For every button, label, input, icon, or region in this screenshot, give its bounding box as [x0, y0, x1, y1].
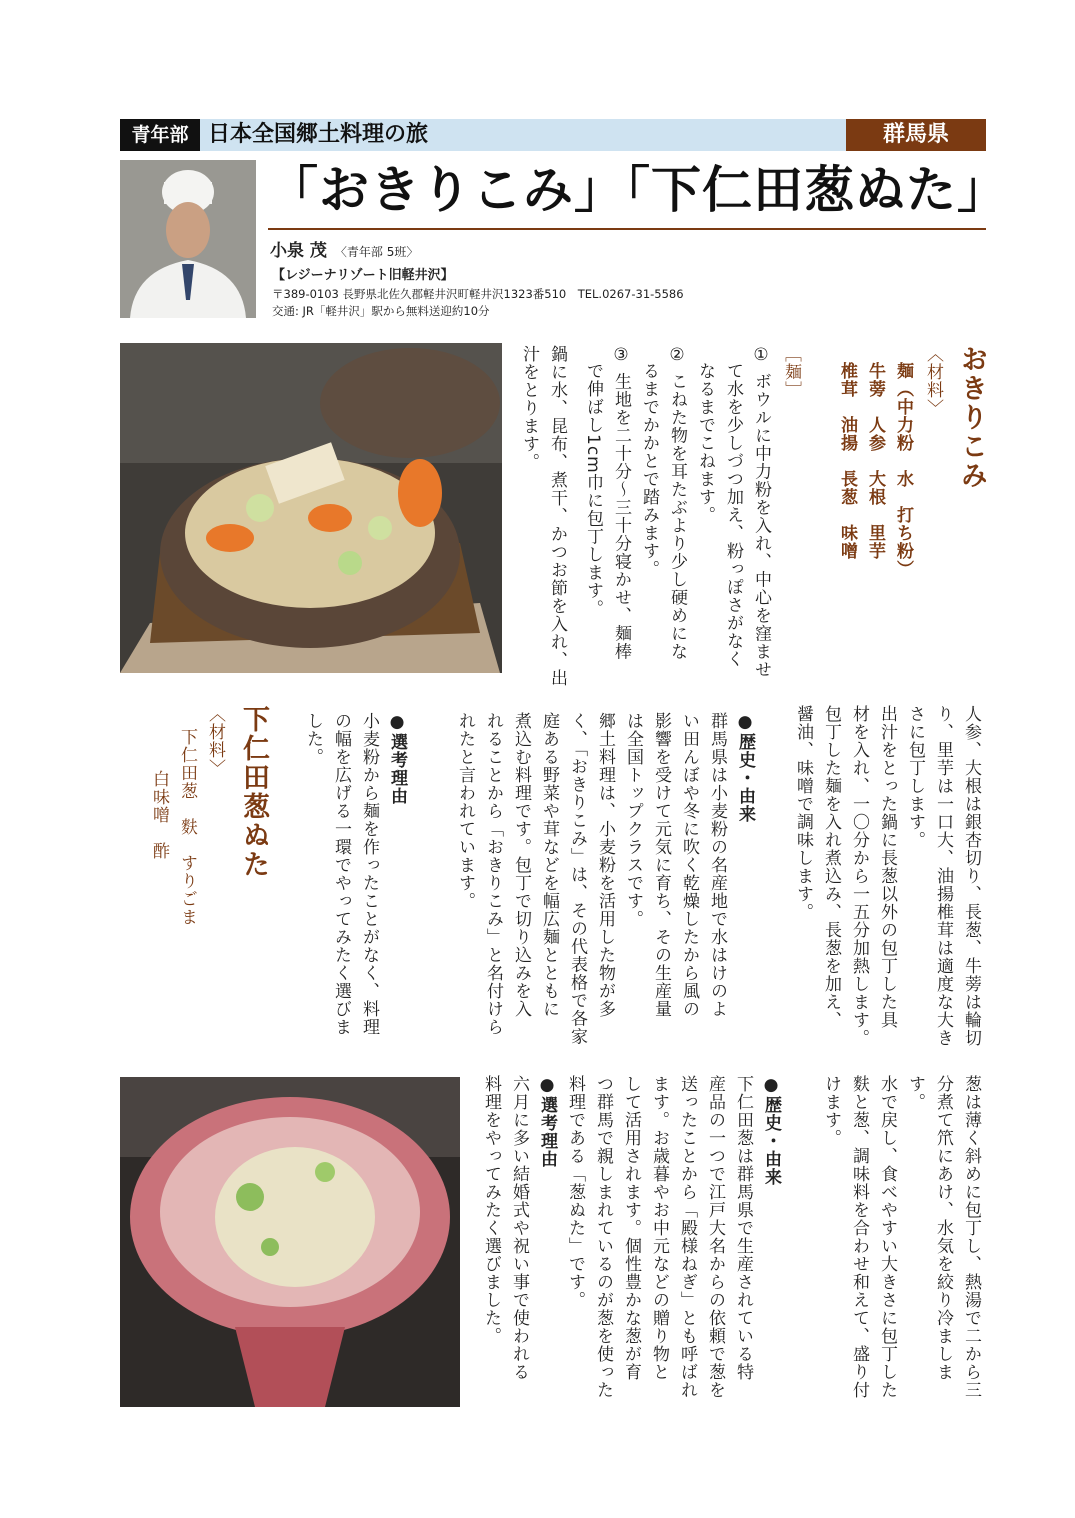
okirikomi-step-line-9: 汁をとります。 [519, 345, 539, 471]
okirikomi-cont-3: さに包丁します。 [905, 705, 925, 849]
okirikomi-cont-6: 包丁した麺を入れ煮込み、長葱を加え、 [821, 705, 841, 1029]
chef-portrait [120, 160, 256, 318]
okirikomi-photo [120, 343, 502, 673]
prefecture-badge: 群馬県 [846, 119, 986, 151]
page-title: 「おきりこみ」「下仁田葱ぬた」 [268, 161, 1008, 219]
nuta-step-5: 麩と葱、調味料を合わせ和えて、盛り付 [849, 1075, 869, 1399]
nuta-history-label: ●歴史・由来 [761, 1075, 781, 1186]
okirikomi-cont-2: り、里芋は一口大、油揚椎茸は適度な大き [933, 705, 953, 1047]
nuta-history-6: つ群馬で親しまれているのが葱を使った [593, 1075, 613, 1399]
chef-name [270, 236, 418, 261]
okirikomi-history-4: は全国トップクラスです。 [623, 712, 643, 928]
okirikomi-history-10: れたと言われています。 [455, 712, 475, 910]
okirikomi-history-8: 煮込む料理です。包丁で切り込みを入 [511, 712, 531, 1018]
hotel-address: 〒389-0103 長野県北佐久郡軽井沢町軽井沢1323番510 TEL.0267-31-5586 [272, 287, 684, 301]
chef-group: 〈青年部 5班〉 [334, 245, 419, 259]
okirikomi-cont-1: 人参、大根は銀杏切り、長葱、牛蒡は輪切 [961, 705, 981, 1047]
nuta-reason-2: 料理をやってみたく選びました。 [481, 1075, 501, 1345]
dept-badge: 青年部 [120, 119, 200, 151]
nuta-history-2: 産品の一つで江戸大名からの依頼で葱を [705, 1075, 725, 1399]
nuta-reason-label: ●選考理由 [537, 1075, 557, 1168]
okirikomi-history-9: れることから「おきりこみ」と名付けら [483, 712, 503, 1036]
okirikomi-step-line-8: 鍋に水、昆布、煮干、かつお節を入れ、出 [547, 345, 567, 687]
okirikomi-step-line-7: で伸ばし1cm巾に包丁します。 [583, 362, 603, 618]
nuta-material-2: 白味噌 酢 [149, 770, 169, 860]
nuta-history-4: ます。お歳暮やお中元などの贈り物と [649, 1075, 669, 1381]
okirikomi-step-line-3: なるまでこねます。 [695, 362, 715, 524]
okirikomi-step-line-2: て水を少しづつ加え、粉っぽさがなく [723, 362, 743, 668]
okirikomi-materials-label: 〈材料〉 [923, 345, 943, 417]
nuta-photo [120, 1077, 460, 1407]
series-title: 日本全国郷土料理の旅 [208, 122, 429, 147]
nuta-material-1: 下仁田葱 麩 すりごま [177, 728, 197, 926]
okirikomi-cont-7: 醤油、味噌で調味します。 [793, 705, 813, 921]
okirikomi-history-7: 庭ある野菜や茸などを幅広麺とともに [539, 712, 559, 1018]
hotel-name: 【レジーナリゾート旧軽井沢】 [272, 268, 454, 283]
hotel-access: 交通: JR「軽井沢」駅から無料送迎約10分 [272, 304, 490, 318]
okirikomi-step-line-4: ② こねた物を耳たぶより少し硬めにな [667, 345, 687, 661]
nuta-step-6: けます。 [821, 1075, 841, 1147]
okirikomi-reason-label: ●選考理由 [387, 712, 407, 805]
nuta-materials-label: 〈材料〉 [205, 705, 225, 777]
okirikomi-history-6: く、「おきりこみ」は、その代表格で各家 [567, 712, 587, 1046]
okirikomi-material-3: 椎茸 油揚 長葱 味噌 [837, 362, 857, 560]
okirikomi-history-2: い田んぼや冬に吹く乾燥したから風の [679, 712, 699, 1018]
okirikomi-history-1: 群馬県は小麦粉の名産地で水はけのよ [707, 712, 727, 1018]
nuta-step-2: 分煮て笊にあけ、水気を絞り冷ましま [933, 1075, 953, 1381]
okirikomi-reason-3: した。 [303, 712, 323, 766]
okirikomi-history-3: 影響を受けて元気に育ち、その生産量 [651, 712, 671, 1018]
nuta-history-3: 送ったことから「殿様ねぎ」とも呼ばれ [677, 1075, 697, 1399]
nuta-history-7: 料理である「葱ぬた」です。 [565, 1075, 585, 1309]
nuta-title: 下仁田葱ぬた [238, 705, 269, 879]
okirikomi-material-1: 麺（中力粉 水 打ち粉） [893, 362, 913, 578]
okirikomi-history-label: ●歴史・由来 [735, 712, 755, 823]
okirikomi-material-2: 牛蒡 人参 大根 里芋 [865, 362, 885, 560]
okirikomi-step-line-6: ③ 生地を二十分～三十分寝かせ、麺棒 [611, 345, 631, 661]
nuta-step-3: す。 [905, 1075, 925, 1111]
chef-name-text: 小泉 茂 [270, 241, 327, 261]
okirikomi-noodle-label: ［麺］ [781, 345, 801, 399]
okirikomi-cont-5: 材を入れ、一〇分から一五分加熱します。 [849, 705, 869, 1047]
okirikomi-history-5: 郷土料理は、小麦粉を活用した物が多 [595, 712, 615, 1018]
okirikomi-step-line-1: ① ボウルに中力粉を入れ、中心を窪ませ [751, 345, 771, 679]
nuta-step-4: 水で戻し、食べやすい大きさに包丁した [877, 1075, 897, 1399]
okirikomi-step-line-5: るまでかかとで踏みます。 [639, 362, 659, 578]
okirikomi-reason-2: の幅を広げる一環でやってみたく選びま [331, 712, 351, 1036]
nuta-history-5: して活用されます。個性豊かな葱が育 [621, 1075, 641, 1381]
nuta-history-1: 下仁田葱は群馬県で生産されている特 [733, 1075, 753, 1381]
okirikomi-title: おきりこみ [956, 345, 987, 490]
nuta-reason-1: 六月に多い結婚式や祝い事で使われる [509, 1075, 529, 1381]
okirikomi-cont-4: 出汁をとった鍋に長葱以外の包丁した具 [877, 705, 897, 1029]
okirikomi-reason-1: 小麦粉から麺を作ったことがなく、料理 [359, 712, 379, 1036]
title-rule [268, 228, 986, 230]
nuta-step-1: 葱は薄く斜めに包丁し、熱湯で二から三 [961, 1075, 981, 1399]
